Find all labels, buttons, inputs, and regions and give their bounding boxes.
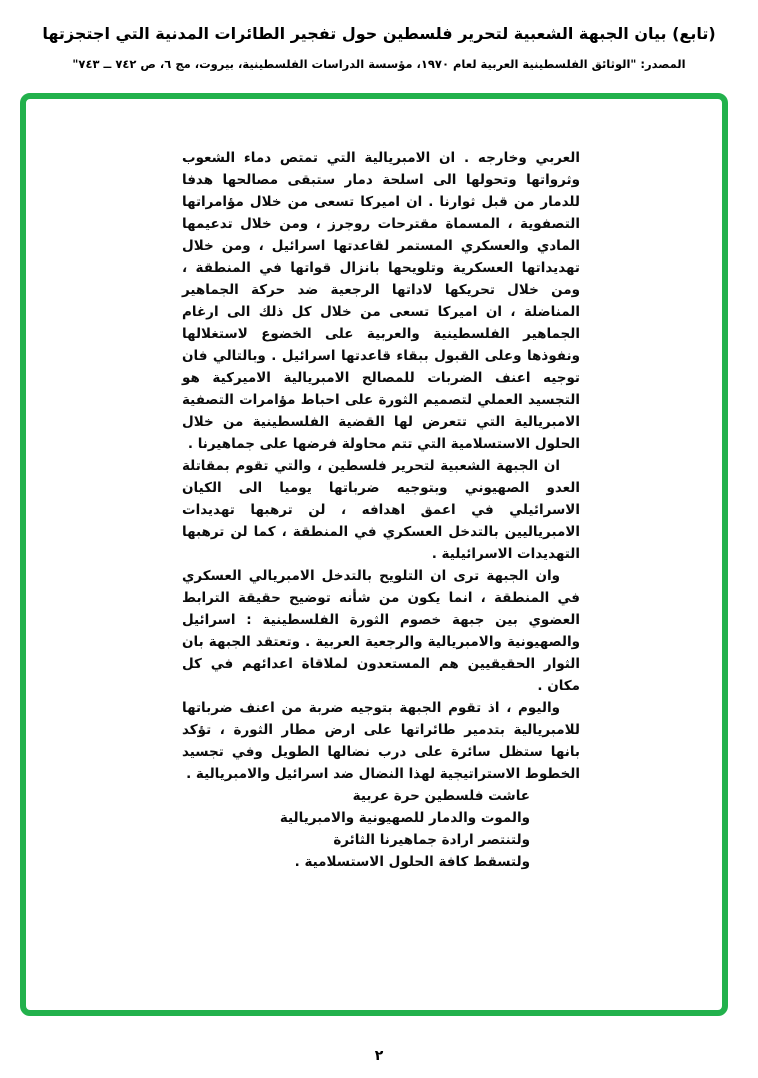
document-body-text [182,147,580,873]
paragraph: واليوم ، اذ تقوم الجبهة بتوجيه ضربة من اعنف ضرباتها للامبريالية بتدمير طائراتها على ارض مطار الثورة ، تؤكد بانها ستظل سائرة على درب نضالها الطويل وفي تجسيد الخطوط الاستراتيجية لهذا النضال ضد اسرائيل والامبريالية . [182,700,580,782]
slogan-line: عاشت فلسطين حرة عربية [352,788,530,804]
page-title: (تابع) بيان الجبهة الشعبية لتحرير فلسطين حول تفجير الطائرات المدنية التي اجتجزتها [42,24,716,43]
slogan-block [182,785,580,873]
slogan-line: ولتسقط كافة الحلول الاستسلامية . [294,854,530,870]
page-number: ٢ [374,1048,384,1064]
slogan-line: ولتنتصر ارادة جماهيرنا الثائرة [333,832,530,848]
paragraph: وان الجبهة ترى ان التلويح بالتدخل الامبريالي العسكري في المنطقة ، انما يكون من شأنه توضيح حقيقة الترابط العضوي بين جبهة خصوم الثورة الفلسطينية : اسرائيل والصهيونية والامبريالية والرجعية العربية . وتعتقد الجبهة بان الثوار الحقيقيين هم المستعدون لملاقاة اعدائهم في كل مكان . [182,568,580,694]
paragraph: العربي وخارجه . ان الامبريالية التي تمتص دماء الشعوب وثرواتها وتحولها الى اسلحة دمار ستبقى مصالحها هدفا للدمار من قبل ثوارنا . ان اميركا تسعى من خلال مؤامراتها التصفوية ، المسماة مقترحات روجرز ، ومن خلال تدعيمها المادي والعسكري المستمر لقاعدتها اسرائيل ، ومن خلال تهديداتها العسكرية وتلويحها بانزال قواتها في المنطقة ، ومن خلال تحريكها لاداتها الرجعية ضد حركة الجماهير المناضلة ، ان اميركا تسعى من خلال كل ذلك الى ارغام الجماهير الفلسطينية والعربية على الخضوع لاستغلالها ونفوذها وعلى القبول ببقاء قاعدتها اسرائيل . وبالتالي فان توجيه اعنف الضربات للمصالح الامبريالية الاميركية هو التجسيد العملي لتصميم الثورة على احباط مؤامرات التصفية الامبريالية التي تتعرض لها القضية الفلسطينية من خلال الحلول الاستسلامية التي تتم محاولة فرضها على جماهيرنا . [182,150,580,452]
slogan-line: والموت والدمار للصهيونية والامبريالية [279,810,530,826]
paragraph: ان الجبهة الشعبية لتحرير فلسطين ، والتي تقوم بمقاتلة العدو الصهيوني وبتوجيه ضرباتها يوميا الى الكيان الاسرائيلي في اعمق اهدافه ، لن ترهبها تهديدات الامبرياليين بالتدخل العسكري في المنطقة ، كما لن ترهبها التهديدات الاسرائيلية . [182,458,580,562]
source-line: المصدر: "الوثائق الفلسطينية العربية لعام ١٩٧٠، مؤسسة الدراسات الفلسطينية، بيروت، مج ٦، ص ٧٤٢ ــ ٧٤٣" [72,57,686,71]
